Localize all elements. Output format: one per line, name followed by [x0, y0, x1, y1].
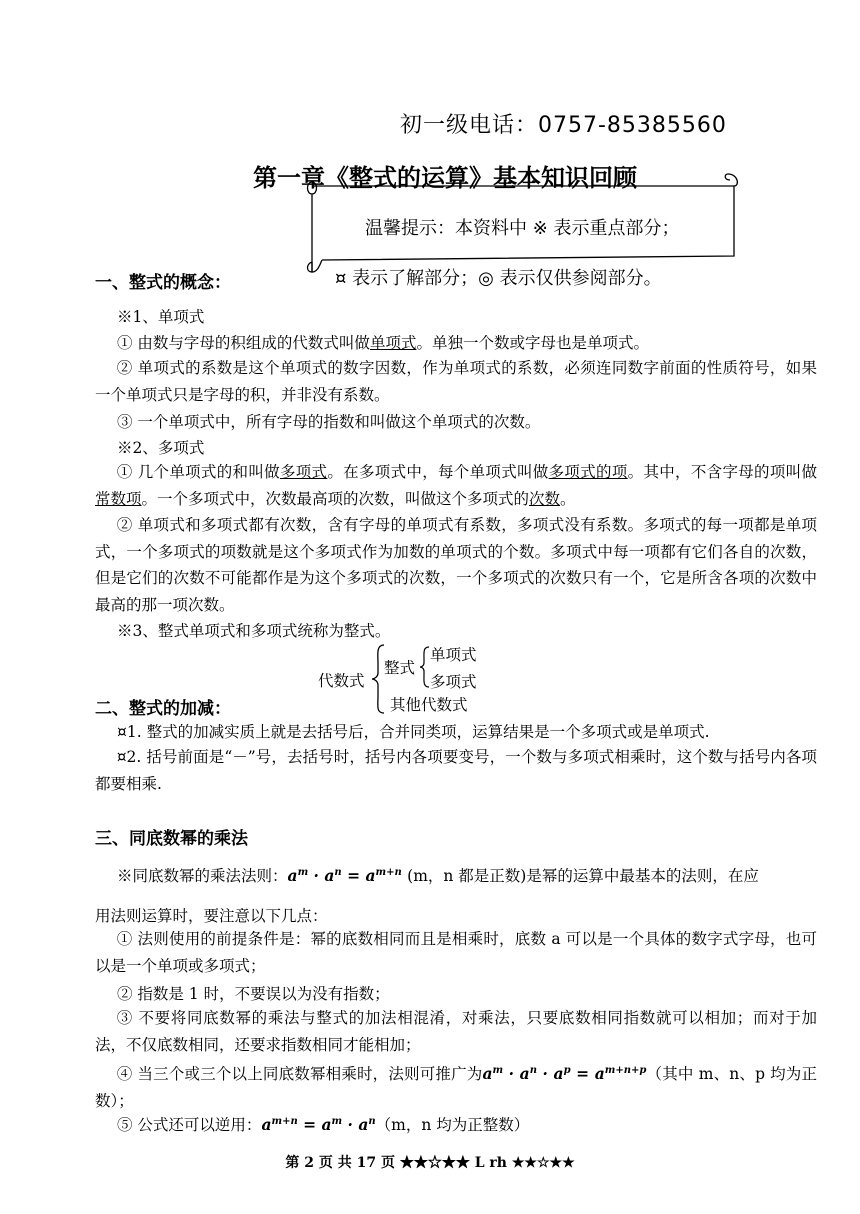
phone-header: 初一级电话：0757-85385560	[400, 113, 727, 138]
s1-p2: ② 单项式的系数是这个单项式的数字因数，作为单项式的系数，必须连同数字前面的性质符号，如果一个单项式只是字母的积，并非没有系数。	[95, 359, 817, 404]
formula-extended: $a^m \cdot a^n \cdot a^p = a^{m+n+p}$	[482, 1064, 647, 1084]
tree-leaf-1: 单项式	[430, 646, 477, 664]
sec3-p4: ④ 当三个或三个以上同底数幂相乘时，法则可推广为$a^m \cdot a^n \cdot a^p = a^{m+n+p}$（其中 m、n、p 均为正数）；	[95, 1064, 817, 1110]
section-2-heading: 二、整式的加减：	[95, 699, 231, 719]
page-title: 第一章《整式的运算》基本知识回顾	[253, 164, 637, 192]
section-3-heading: 三、同底数幂的乘法	[95, 829, 248, 849]
s1-p3: ③ 一个单项式中，所有字母的指数和叫做这个单项式的次数。	[117, 413, 541, 431]
s2-p1: ① 几个单项式的和叫做多项式。在多项式中，每个单项式叫做多项式的项。其中，不含字母的项叫做常数项。一个多项式中，次数最高项的次数，叫做这个多项式的次数。	[95, 463, 817, 508]
tip-line-2: ¤ 表示了解部分；◎ 表示仅供参阅部分。	[335, 268, 662, 289]
sec3-p3: ③ 不要将同底数幂的乘法与整式的加法相混淆，对乘法，只要底数相同指数就可以相加；而对于加法，不仅底数相同，还要求指数相同才能相加；	[95, 1009, 817, 1054]
formula-product: $a^m \cdot a^n = a^{m+n}$	[287, 866, 402, 885]
sec3-p2: ② 指数是 1 时，不要误以为没有指数；	[117, 985, 390, 1003]
s2-title: ※2、多项式	[117, 439, 205, 457]
tree-mid: 整式	[384, 659, 416, 677]
tree-leaf-2: 多项式	[430, 673, 477, 691]
brace-large-icon	[370, 643, 388, 715]
sec2-p1: ¤1. 整式的加减实质上就是去括号后，合并同类项，运算结果是一个多项式或是单项式.	[117, 723, 710, 741]
s1-title: ※1、单项式	[117, 308, 205, 326]
sec3-rule: ※同底数幂的乘法法则：$a^m \cdot a^n = a^{m+n}$ (m，n 都是正数)是幂的运算中最基本的法则，在应	[117, 866, 759, 885]
sec2-p2: ¤2. 括号前面是“－”号，去括号时，括号内各项要变号，一个数与多项式相乘时，这个数与括号内各项都要相乘.	[95, 748, 817, 793]
formula-reverse: $a^{m+n} = a^m \cdot a^n$	[261, 1115, 376, 1134]
section-1-heading: 一、整式的概念：	[95, 273, 231, 293]
page-footer: 第 2 页 共 17 页 ★★☆★★ L rh ★★☆★★	[285, 1155, 575, 1171]
s2-p2: ② 单项式和多项式都有次数，含有字母的单项式有系数，多项式没有系数。多项式的每一项都是单项式，一个多项式的项数就是这个多项式作为加数的单项式的个数。多项式中每一项都有它们各自的次数，但是它们的次数不可能都作是为这个多项式的次数，一个多项式的次数只有一个，它是所含各项的次数中最高的那一项次数。	[95, 516, 817, 614]
tree-root: 代数式	[318, 672, 365, 690]
s3-line: ※3、整式单项式和多项式统称为整式。	[117, 622, 391, 640]
s1-p1: ① 由数与字母的积组成的代数式叫做单项式。单独一个数或字母也是单项式。	[117, 334, 649, 352]
sec3-p1: ① 法则使用的前提条件是：幂的底数相同而且是相乘时，底数 a 可以是一个具体的数字式字母，也可以是一个单项或多项式；	[95, 930, 817, 975]
sec3-rule-cont: 用法则运算时，要注意以下几点：	[95, 907, 328, 925]
tip-line-1: 温馨提示：本资料中 ※ 表示重点部分；	[365, 218, 680, 239]
tree-other: 其他代数式	[390, 696, 468, 714]
sec3-p5: ⑤ 公式还可以逆用：$a^{m+n} = a^m \cdot a^n(m$，n 均为正整数）	[117, 1115, 530, 1134]
